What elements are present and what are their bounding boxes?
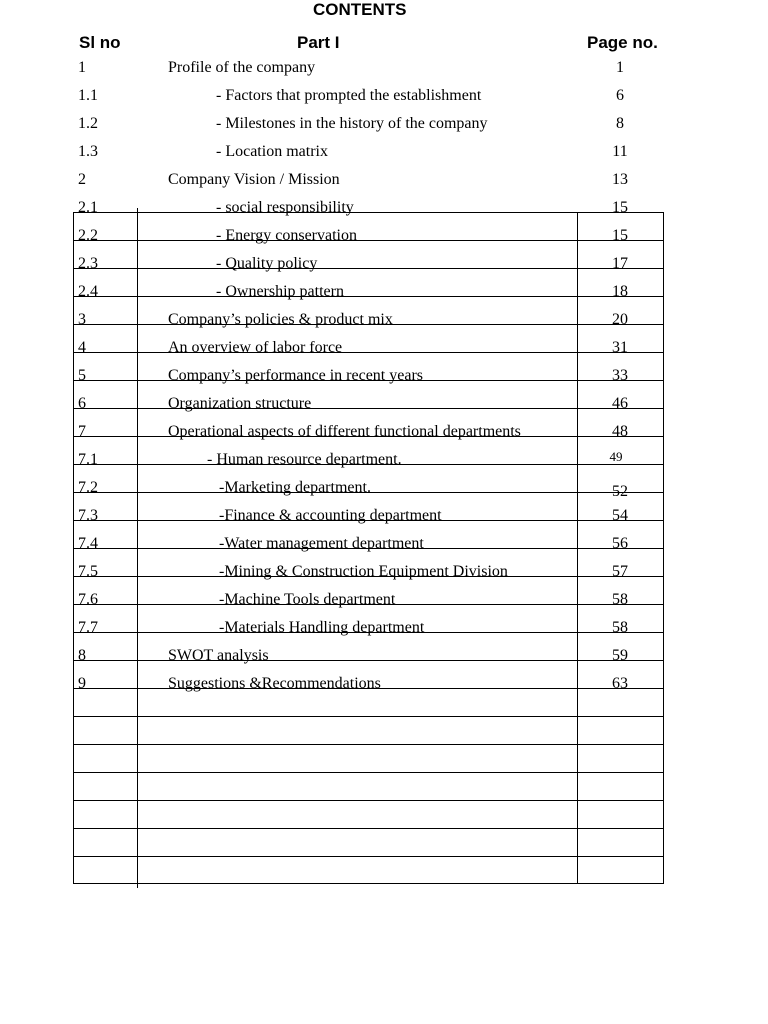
grid-line (73, 744, 664, 745)
toc-page: 15 (612, 227, 628, 244)
toc-title: -Finance & accounting department (219, 507, 442, 524)
toc-row (0, 418, 768, 446)
grid-line (73, 856, 664, 857)
toc-sl: 7.3 (78, 507, 98, 524)
toc-title: -Machine Tools department (219, 591, 396, 608)
toc-sl: 2.2 (78, 227, 98, 244)
toc-page: 6 (616, 87, 624, 104)
grid-line (73, 716, 664, 717)
toc-row (0, 446, 768, 474)
toc-title: -Materials Handling department (219, 619, 425, 636)
page-title: CONTENTS (313, 0, 407, 19)
toc-page: 31 (612, 339, 628, 356)
toc-page: 18 (612, 283, 628, 300)
toc-sl: 7 (78, 423, 86, 440)
toc-row (0, 110, 768, 138)
toc-title: Company’s performance in recent years (168, 367, 424, 384)
toc-sl: 1.2 (78, 115, 98, 132)
toc-row (0, 614, 768, 642)
toc-page: 59 (612, 647, 628, 664)
toc-page: 56 (612, 535, 628, 552)
toc-sl: 1.3 (78, 143, 98, 160)
toc-title: - Energy conservation (216, 227, 357, 244)
toc-page: 63 (612, 675, 628, 692)
toc-title: Operational aspects of different functional departments (168, 423, 521, 440)
toc-title: - social responsibility (216, 199, 354, 216)
toc-page: 8 (616, 115, 624, 132)
toc-row (0, 502, 768, 530)
toc-title: - Location matrix (216, 143, 328, 160)
toc-sl: 7.2 (78, 479, 98, 496)
grid-line (73, 800, 664, 801)
toc-title: -Marketing department. (219, 479, 371, 496)
toc-title: - Milestones in the history of the company (216, 115, 488, 132)
toc-row (0, 194, 768, 222)
toc-sl: 7.6 (78, 591, 98, 608)
toc-page: 52 (612, 483, 628, 500)
toc-title: - Factors that prompted the establishment (216, 87, 482, 104)
toc-title: Suggestions &Recommendations (168, 675, 381, 692)
toc-row (0, 670, 768, 698)
toc-sl: 7.5 (78, 563, 98, 580)
toc-sl: 7.7 (78, 619, 98, 636)
toc-title: -Mining & Construction Equipment Division (219, 563, 508, 580)
toc-page: 20 (612, 311, 628, 328)
toc-title: - Quality policy (216, 255, 318, 272)
toc-sl: 2.3 (78, 255, 98, 272)
toc-title: - Human resource department. (207, 451, 402, 468)
toc-sl: 2 (78, 171, 86, 188)
toc-row (0, 166, 768, 194)
toc-title: An overview of labor force (168, 339, 343, 356)
toc-row (0, 586, 768, 614)
toc-page: 54 (612, 507, 628, 524)
toc-page: 17 (612, 255, 628, 272)
toc-sl: 2.4 (78, 283, 98, 300)
toc-row (0, 82, 768, 110)
toc-sl: 1.1 (78, 87, 98, 104)
toc-title: SWOT analysis (168, 647, 269, 664)
toc-page: 48 (612, 423, 628, 440)
toc-sl: 3 (78, 311, 86, 328)
sl-no-header: Sl no (79, 33, 121, 52)
toc-sl: 8 (78, 647, 86, 664)
toc-row (0, 362, 768, 390)
toc-row (0, 278, 768, 306)
toc-title: Company Vision / Mission (168, 171, 340, 188)
toc-page: 11 (612, 143, 628, 160)
grid-line (73, 772, 664, 773)
toc-page: 49 (609, 449, 623, 464)
toc-sl: 6 (78, 395, 86, 412)
grid-line (73, 828, 664, 829)
toc-page: 1 (616, 59, 624, 76)
toc-row (0, 390, 768, 418)
toc-sl: 4 (78, 339, 86, 356)
toc-page: 13 (612, 171, 628, 188)
toc-page: 15 (612, 199, 628, 216)
toc-sl: 9 (78, 675, 86, 692)
toc-row (0, 558, 768, 586)
toc-sl: 1 (78, 59, 86, 76)
toc-row (0, 306, 768, 334)
toc-page: 57 (612, 563, 628, 580)
contents-list (0, 54, 768, 698)
toc-title: Organization structure (168, 395, 312, 412)
toc-page: 58 (612, 619, 628, 636)
toc-row (0, 642, 768, 670)
toc-row (0, 250, 768, 278)
toc-sl: 5 (78, 367, 86, 384)
toc-title: Profile of the company (168, 59, 316, 76)
toc-page: 58 (612, 591, 628, 608)
toc-title: -Water management department (219, 535, 424, 552)
toc-row (0, 474, 768, 502)
toc-row (0, 530, 768, 558)
page-no-header: Page no. (587, 33, 658, 52)
toc-sl: 2.1 (78, 199, 98, 216)
toc-sl: 7.4 (78, 535, 98, 552)
toc-sl: 7.1 (78, 451, 98, 468)
toc-row (0, 334, 768, 362)
toc-row (0, 222, 768, 250)
toc-row (0, 54, 768, 82)
toc-page: 46 (612, 395, 628, 412)
toc-row (0, 138, 768, 166)
toc-title: Company’s policies & product mix (168, 311, 393, 328)
toc-title: - Ownership pattern (216, 283, 344, 300)
toc-page: 33 (612, 367, 628, 384)
part-header: Part I (297, 33, 340, 52)
grid-line (73, 883, 664, 884)
